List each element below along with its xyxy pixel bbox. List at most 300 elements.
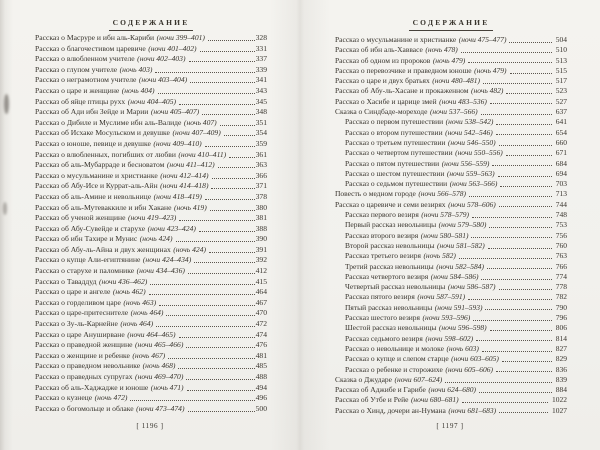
dot-leader — [471, 237, 551, 238]
entry-page: 839 — [555, 374, 567, 384]
toc-entry — [35, 383, 267, 394]
entry-page: 371 — [255, 181, 267, 191]
toc-entry — [335, 313, 567, 323]
entry-page: 351 — [255, 117, 267, 127]
entry-title: Рассказ о Масруре и ибн аль-Кариби — [35, 33, 155, 42]
entry-nights: (ночи 582–584) — [436, 261, 484, 271]
entry-nights: (ночи 418–419) — [153, 191, 202, 201]
entry-title: Рассказ о богомольце и облаке — [35, 403, 134, 413]
entry-nights: (ночи 403–404) — [138, 75, 188, 85]
entry-title: Рассказ об Абу-ль-Хасане и прокаженном — [335, 86, 469, 96]
entry-title: Рассказ о седьмом путешествии — [345, 179, 448, 189]
entry-nights: (ночи 546–550) — [447, 137, 496, 147]
entry-nights: (ночи 434–436) — [136, 266, 185, 276]
toc-entry — [335, 97, 567, 107]
entry-page: 485 — [255, 361, 267, 371]
entry-title: Рассказ о мусульманине и христианке — [35, 170, 158, 180]
entry-page: 496 — [255, 393, 267, 403]
entry-title: Рассказ об одном из пророков — [335, 55, 431, 65]
dot-leader — [500, 186, 551, 187]
entry-nights: (ночи 475–477) — [458, 35, 507, 44]
entry-page: 671 — [555, 148, 567, 158]
dot-leader — [506, 155, 552, 156]
entry-nights: (ночи 579–580) — [438, 220, 487, 230]
toc-entry — [335, 272, 567, 282]
toc-entry — [335, 395, 567, 405]
entry-nights: (ночи 605–606) — [445, 364, 494, 374]
dot-leader — [473, 320, 552, 321]
entry-title: Рассказ о шестом путешествии — [345, 168, 445, 178]
dot-leader — [499, 145, 552, 146]
toc-entry — [35, 75, 267, 86]
entry-nights: (ночи 550–556) — [455, 148, 503, 158]
entry-nights: (ночи 566–578) — [418, 189, 467, 199]
entry-nights: (ночь 582) — [423, 251, 456, 261]
contents-title-left: СОДЕРЖАНИЕ — [109, 18, 194, 31]
dot-leader — [155, 72, 254, 73]
toc-entry — [335, 35, 567, 45]
toc-entry — [335, 148, 567, 158]
dot-leader — [130, 400, 254, 401]
entry-page: 513 — [555, 55, 567, 65]
entry-title: Рассказ о влюбленном учителе — [35, 54, 135, 64]
entry-title: Рассказ о царе-притеснителе — [35, 308, 129, 318]
entry-nights: (ночи 469–470) — [135, 372, 184, 381]
toc-entry — [335, 128, 567, 138]
toc-entry — [35, 203, 267, 214]
entry-nights: (ночи 559–563) — [446, 168, 495, 178]
toc-entry — [335, 262, 567, 272]
entry-page: 703 — [555, 179, 567, 189]
entry-nights: (ночи 581–582) — [436, 240, 485, 250]
dot-leader — [509, 42, 551, 43]
entry-nights: (ночи 419–423) — [127, 213, 177, 223]
entry-page: 641 — [555, 117, 567, 127]
toc-entry — [335, 45, 567, 55]
toc-entry — [35, 287, 267, 298]
entry-title: Рассказ о влюбленных, погибших от любви — [35, 149, 176, 159]
entry-title: Рассказ об ибн Тахире и Мунис — [35, 234, 138, 244]
toc-entry — [35, 160, 267, 171]
toc-entry — [35, 33, 267, 44]
entry-title: Рассказ об яйце птицы рухх — [35, 96, 126, 106]
dot-leader — [490, 103, 552, 104]
entry-page: 1022 — [552, 395, 567, 405]
entry-page: 660 — [555, 137, 567, 147]
toc-entry — [335, 385, 567, 395]
page-header-wrap-left — [35, 12, 267, 27]
entry-title: Рассказ об ученой женщине — [35, 213, 126, 223]
entry-page: 684 — [555, 158, 567, 168]
entry-nights: (ночи 593–596) — [422, 313, 471, 323]
entry-page: 760 — [555, 240, 567, 250]
entry-nights: (ночи 473–474) — [136, 403, 185, 413]
entry-page: 829 — [555, 354, 567, 364]
toc-entry — [35, 255, 267, 266]
entry-page: 713 — [555, 189, 567, 199]
entry-nights: (ночи 399–401) — [156, 33, 205, 42]
entry-nights: (ночь 462) — [112, 287, 146, 297]
entry-title: Рассказ об Аджибе и Гарибе — [335, 385, 426, 395]
toc-entry — [35, 44, 267, 55]
entry-nights: (ночь 407) — [183, 117, 217, 127]
dot-leader — [492, 165, 551, 166]
dot-leader — [499, 412, 548, 413]
entry-title: Рассказ шестого везиря — [345, 313, 421, 323]
dot-leader — [199, 231, 255, 232]
entry-nights: (ночи 680–681) — [410, 395, 459, 405]
toc-entry — [35, 277, 267, 288]
toc-entry — [335, 344, 567, 354]
entry-title: Рассказ об аль-Хаджадже и юноше — [35, 382, 149, 392]
entry-page: 827 — [555, 343, 567, 353]
entry-nights: (ночи 412–414) — [160, 170, 209, 180]
entry-nights: (ночь 424) — [139, 234, 173, 244]
entry-nights: (ночь 419) — [173, 202, 207, 212]
entry-nights: (ночь 479) — [474, 65, 507, 75]
entry-title: Рассказ о Хасибе и царице змей — [335, 96, 437, 106]
entry-title: Сказка о Синдбаде-мореходе — [335, 107, 428, 117]
entry-title: Рассказ о кузнеце — [35, 393, 93, 403]
entry-nights: (ночи 537–566) — [429, 107, 478, 117]
entry-nights: (ночи 542–546) — [445, 127, 493, 137]
entry-nights: (ночи 401–402) — [148, 43, 197, 53]
entry-title: Рассказ о мусульманине и христианке — [335, 35, 457, 44]
entry-title: Рассказ о перевозчике и праведном юноше — [335, 65, 472, 75]
entry-page: 464 — [255, 287, 267, 297]
entry-title: Рассказ третьего везиря — [345, 251, 421, 261]
entry-page: 467 — [255, 297, 267, 307]
dot-leader — [187, 390, 255, 391]
dot-leader — [499, 289, 552, 290]
toc-entry — [335, 220, 567, 230]
toc-entry — [335, 354, 567, 364]
entry-nights: (ночь 479) — [432, 55, 466, 65]
dot-leader — [168, 358, 254, 359]
toc-entry — [35, 128, 267, 139]
entry-nights: (ночи 480–481) — [432, 76, 480, 86]
toc-entry — [335, 241, 567, 251]
dot-leader — [190, 82, 254, 83]
entry-page: 378 — [255, 191, 267, 201]
dot-leader — [489, 227, 551, 228]
entry-page: 836 — [555, 364, 567, 374]
entry-nights: (ночь 403) — [119, 64, 153, 74]
entry-nights: (ночь 471) — [150, 382, 184, 392]
entry-title: Первый рассказ невольницы — [345, 220, 437, 230]
toc-entry — [335, 323, 567, 333]
dot-leader — [178, 368, 254, 369]
entry-page: 392 — [255, 255, 267, 265]
dot-leader — [490, 330, 552, 331]
entry-page: 337 — [255, 54, 267, 64]
entry-title: Второй рассказ невольницы — [345, 240, 435, 250]
entry-title: Рассказ о царе и женщине — [35, 85, 120, 95]
scan-edge-smudge — [3, 202, 7, 215]
page-folio-left: [ 1196 ] — [136, 422, 164, 430]
entry-page: 381 — [255, 213, 267, 223]
entry-page: 504 — [555, 35, 567, 44]
entry-title: Рассказ о царевиче и семи везирях — [335, 199, 446, 209]
dot-leader — [481, 114, 552, 115]
dot-leader — [462, 402, 548, 403]
entry-title: Рассказ о невольнице и молоке — [345, 343, 444, 353]
toc-entry — [35, 54, 267, 65]
entry-title: Рассказ об аль-Мубарраде и бесноватом — [35, 160, 165, 170]
dot-leader — [510, 73, 552, 74]
toc-entry — [335, 375, 567, 385]
toc-entry — [335, 292, 567, 302]
entry-page: 328 — [255, 33, 267, 42]
toc-entry — [35, 393, 267, 404]
entry-title: Рассказ о юноше, певице и девушке — [35, 138, 151, 148]
entry-nights: (ночи 681–683) — [448, 405, 497, 415]
dot-leader — [166, 315, 254, 316]
entry-title: Рассказ второго везиря — [345, 230, 419, 240]
entry-title: Повесть о медном городе — [335, 189, 416, 199]
dot-leader — [205, 199, 255, 200]
entry-page: 391 — [255, 244, 267, 254]
toc-entry — [335, 86, 567, 96]
entry-page: 517 — [555, 76, 567, 86]
entry-nights: (ночи 598–602) — [425, 333, 474, 343]
toc-entry — [335, 282, 567, 292]
dot-leader — [468, 299, 552, 300]
entry-title: Рассказ об ибн аль-Хаввасе — [335, 45, 423, 55]
toc-entry — [35, 139, 267, 150]
entry-page: 884 — [555, 385, 567, 395]
entry-nights: (ночи 596–598) — [438, 323, 487, 333]
page-folio-right: [ 1197 ] — [436, 422, 464, 430]
toc-entry — [335, 76, 567, 86]
toc-entry — [335, 138, 567, 148]
dot-leader — [188, 273, 255, 274]
entry-nights: (ночь 478) — [425, 45, 458, 55]
dot-leader — [150, 284, 254, 285]
entry-title: Рассказ об Абу-Сувейде и старухе — [35, 223, 146, 233]
toc-entry — [335, 303, 567, 313]
toc-entry — [35, 107, 267, 118]
dot-leader — [506, 93, 551, 94]
dot-leader — [496, 134, 552, 135]
dot-leader — [502, 361, 552, 362]
entry-page: 359 — [255, 138, 267, 148]
entry-title: Рассказ о купце Али-египтянине — [35, 255, 141, 265]
entry-page: 763 — [555, 251, 567, 261]
entry-page: 694 — [555, 168, 567, 178]
entry-title: Рассказ об Абу-ль-Айна и двух женщинах — [35, 244, 171, 254]
toc-entry — [335, 334, 567, 344]
toc-entry — [335, 159, 567, 169]
dot-leader — [476, 340, 552, 341]
entry-nights: (ночи 407–409) — [172, 128, 221, 138]
entry-nights: (ночи 563–566) — [449, 179, 498, 189]
entry-nights: (ночи 538–542) — [445, 117, 494, 127]
entry-page: 774 — [555, 271, 567, 281]
entry-page: 1027 — [552, 405, 567, 415]
toc-entry — [35, 192, 267, 203]
entry-nights: (ночи 607–624) — [394, 374, 443, 384]
entry-title: Рассказ о женщине и ребенке — [35, 350, 130, 360]
dot-leader — [210, 210, 255, 211]
page-right — [300, 0, 600, 450]
entry-page: 748 — [555, 210, 567, 220]
entry-title: Рассказ о праведной женщине — [35, 340, 133, 350]
entry-page: 654 — [555, 127, 567, 137]
entry-title: Третий рассказ невольницы — [345, 261, 434, 271]
entry-title: Рассказ о пятом путешествии — [345, 158, 440, 168]
entry-page: 523 — [555, 86, 567, 96]
entry-title: Рассказ о ребенке и сторожихе — [345, 364, 443, 374]
entry-title: Рассказ о Дибиле и Муслиме ибн аль-Валиде — [35, 117, 182, 127]
entry-nights: (ночи 424–434) — [142, 255, 192, 265]
entry-nights: (ночи 624–680) — [428, 385, 477, 395]
entry-title: Рассказ о третьем путешествии — [345, 137, 446, 147]
toc-entry — [35, 86, 267, 97]
entry-nights: (ночи 578–579) — [421, 210, 470, 220]
entry-page: 814 — [555, 333, 567, 343]
toc-entry — [335, 117, 567, 127]
entry-page: 415 — [255, 276, 267, 286]
dot-leader — [496, 124, 551, 125]
entry-title: Рассказ первого везиря — [345, 210, 419, 220]
dot-leader — [469, 196, 552, 197]
entry-title: Рассказ об Ади ибн Зейде и Марии — [35, 107, 149, 117]
entry-page: 412 — [255, 266, 267, 276]
entry-title: Рассказ об Утбе и Рейе — [335, 395, 409, 405]
scan-edge-smudge — [4, 94, 9, 114]
toc-entry — [335, 365, 567, 375]
entry-page: 331 — [255, 43, 267, 53]
toc-entry — [335, 406, 567, 416]
toc-entry — [35, 404, 267, 415]
toc-entry — [35, 234, 267, 245]
entry-page: 637 — [555, 107, 567, 117]
toc-entry — [35, 224, 267, 235]
dot-leader — [487, 268, 552, 269]
entry-page: 756 — [555, 230, 567, 240]
toc-entry — [35, 97, 267, 108]
dot-leader — [485, 309, 551, 310]
dot-leader — [205, 146, 255, 147]
toc-list-right — [335, 35, 567, 416]
entry-title: Четвертый рассказ невольницы — [345, 282, 446, 292]
entry-nights: (ночи 423–424) — [147, 223, 196, 233]
dot-leader — [481, 279, 551, 280]
dot-leader — [208, 40, 255, 41]
toc-entry — [35, 266, 267, 277]
entry-nights: (ночь 603) — [446, 343, 479, 353]
dot-leader — [188, 411, 255, 412]
toc-entry — [335, 210, 567, 220]
entry-page: 744 — [555, 199, 567, 209]
toc-entry — [335, 107, 567, 117]
entry-nights: (ночи 411–412) — [166, 160, 215, 170]
toc-entry — [35, 118, 267, 129]
entry-nights: (ночи 410–411) — [178, 149, 227, 159]
dot-leader — [499, 206, 552, 207]
entry-nights: (ночи 556–559) — [441, 158, 490, 168]
entry-title: Рассказ о царе и двух братьях — [335, 76, 430, 86]
entry-page: 361 — [255, 149, 267, 159]
entry-page: 472 — [255, 319, 267, 329]
dot-leader — [179, 337, 255, 338]
toc-list-left — [35, 33, 267, 414]
toc-entry — [335, 251, 567, 261]
entry-page: 343 — [255, 85, 267, 95]
dot-leader — [200, 51, 255, 52]
entry-title: Рассказ о первом путешествии — [345, 117, 444, 127]
entry-nights: (ночь 468) — [142, 361, 176, 371]
toc-entry — [35, 351, 267, 362]
dot-leader — [445, 382, 552, 383]
entry-title: Рассказ пятого везиря — [345, 292, 415, 302]
entry-page: 494 — [255, 382, 267, 392]
dot-leader — [179, 104, 255, 105]
entry-page: 481 — [255, 350, 267, 360]
dot-leader — [496, 371, 552, 372]
entry-nights: (ночь 464) — [120, 319, 154, 329]
dot-leader — [482, 351, 552, 352]
dot-leader — [461, 52, 552, 53]
dot-leader — [211, 188, 254, 189]
toc-entry — [335, 189, 567, 199]
entry-title: Рассказ о Таваддуд — [35, 276, 97, 286]
dot-leader — [212, 178, 255, 179]
entry-page: 388 — [255, 223, 267, 233]
entry-page: 753 — [555, 220, 567, 230]
entry-nights: (ночи 414–418) — [160, 181, 209, 191]
dot-leader — [158, 93, 255, 94]
toc-entry — [35, 150, 267, 161]
entry-page: 474 — [255, 329, 267, 339]
entry-title: Рассказ седьмого везиря — [345, 333, 423, 343]
entry-page: 366 — [255, 170, 267, 180]
entry-page: 476 — [255, 340, 267, 350]
entry-nights: (ночи 580–581) — [420, 230, 469, 240]
entry-title: Рассказ о глупом учителе — [35, 64, 118, 74]
entry-title: Рассказ о царе Ануширване — [35, 329, 125, 339]
dot-leader — [149, 294, 255, 295]
dot-leader — [194, 262, 254, 263]
entry-title: Рассказ об Исхаке Мосульском и девушке — [35, 128, 170, 138]
dot-leader — [179, 220, 254, 221]
entry-page: 510 — [555, 45, 567, 55]
entry-title: Рассказ о горделивом царе — [35, 297, 121, 307]
dot-leader — [224, 135, 255, 136]
entry-title: Рассказ о старухе и паломнике — [35, 266, 135, 276]
entry-nights: (ночи 483–536) — [439, 96, 487, 106]
entry-page: 339 — [255, 64, 267, 74]
entry-nights: (ночи 409–410) — [153, 138, 202, 148]
entry-nights: (ночи 465–466) — [135, 340, 184, 350]
dot-leader — [186, 379, 254, 380]
toc-entry — [335, 56, 567, 66]
entry-title: Рассказ об аль-Амине и невольнице — [35, 191, 152, 201]
entry-nights: (ночь 467) — [132, 350, 166, 360]
entry-title: Рассказ об аль-Мутеваккиле и ибн Хакане — [35, 202, 172, 212]
entry-nights: (ночи 591–593) — [434, 302, 483, 312]
entry-nights: (ночи 405–407) — [150, 107, 200, 117]
entry-nights: (ночь 482) — [471, 86, 504, 96]
entry-page: 790 — [555, 302, 567, 312]
entry-page: 363 — [255, 160, 267, 170]
entry-title: Рассказ об Абу-Исе и Куррат-аль-Айн — [35, 181, 158, 191]
entry-title: Рассказ о праведном невольнике — [35, 361, 141, 371]
toc-entry — [35, 372, 267, 383]
entry-nights: (ночи 402–403) — [137, 54, 186, 64]
dot-leader — [483, 83, 552, 84]
